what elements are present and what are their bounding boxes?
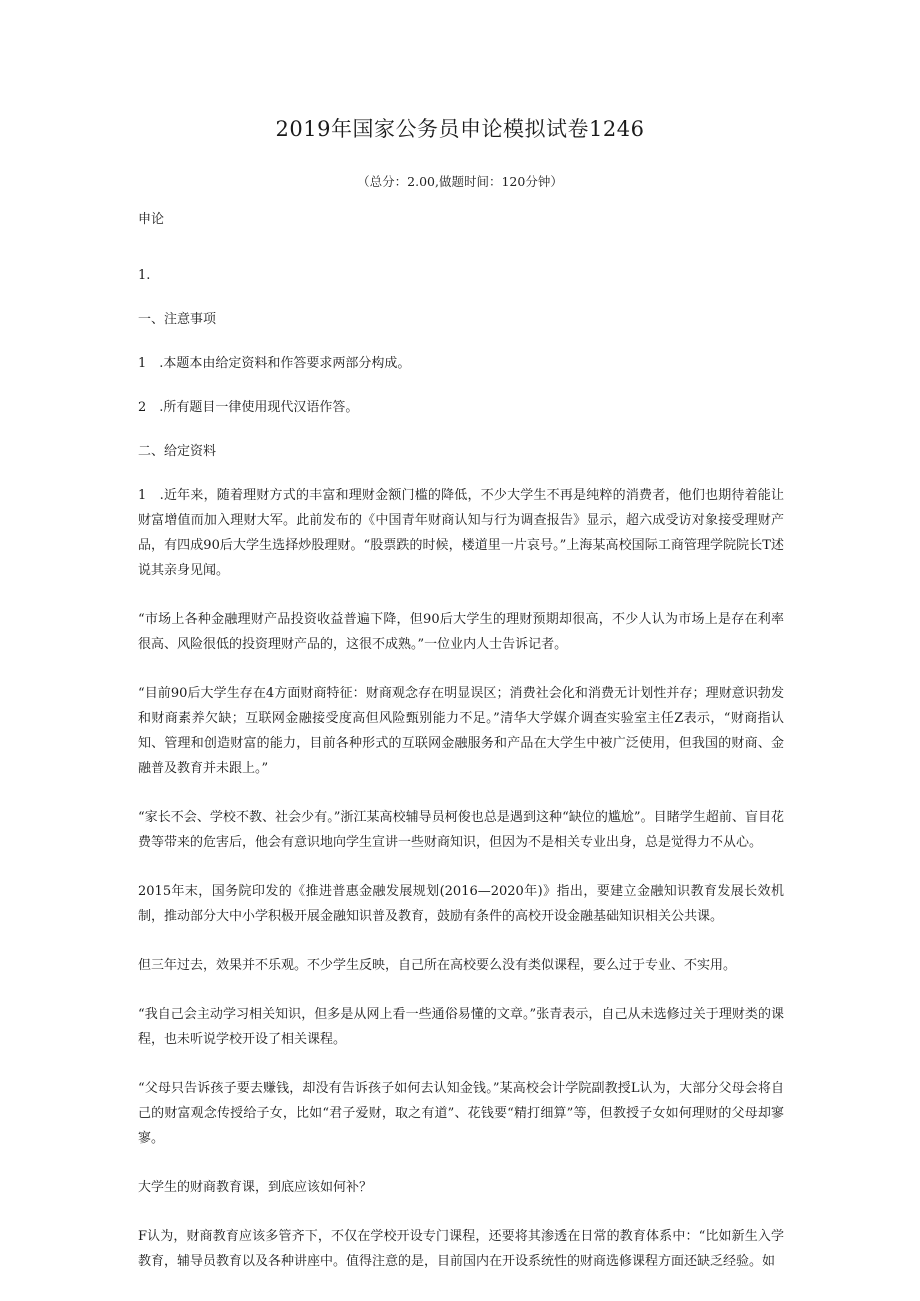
material-paragraph: F认为，财商教育应该多管齐下，不仅在学校开设专门课程，还要将其渗透在日常的教育体系中：“比如新生入学教育，辅导员教育以及各种讲座中。值得注意的是，目前国内在开设系统性的财商选修课程方面还缺乏经验。如 <box>138 1229 784 1269</box>
material-paragraph: 但三年过去，效果并不乐观。不少学生反映，自己所在高校要么没有类似课程，要么过于专业、不实用。 <box>138 958 737 973</box>
material-paragraph: “目前90后大学生存在4方面财商特征：财商观念存在明显误区；消费社会化和消费无计划性并存；理财意识勃发和财商素养欠缺；互联网金融接受度高但风险甄别能力不足。”清华大学媒介调查实验室主任Z表示，“财商指认知、管理和创造财富的能力，目前各种形式的互联网金融服务和产品在大学生中被广泛使用，但我国的财商、金融普及教育并未跟上。” <box>138 686 784 776</box>
section-label: 申论 <box>138 212 165 227</box>
exam-meta: （总分：2.00,做题时间：120分钟） <box>357 174 563 189</box>
material-paragraph: “家长不会、学校不教、社会少有。”浙江某高校辅导员柯俊也总是遇到这种“缺位的尴尬”。目睹学生超前、盲目花费等带来的危害后，他会有意识地向学生宣讲一些财商知识，但因为不是相关专业出身，总是觉得力不从心。 <box>138 810 784 850</box>
document-body <box>138 207 784 1274</box>
material-paragraph: 1 .近年来，随着理财方式的丰富和理财金额门槛的降低，不少大学生不再是纯粹的消费者，他们也期待着能让财富增值而加入理财大军。此前发布的《中国青年财商认知与行为调查报告》显示，超六成受访对象接受理财产品，有四成90后大学生选择炒股理财。“股票跌的时候，楼道里一片哀号。”上海某高校国际工商管理学院院长T述说其亲身见闻。 <box>138 488 784 578</box>
material-paragraph: “市场上各种金融理财产品投资收益普遍下降，但90后大学生的理财预期却很高，不少人认为市场上是存在利率很高、风险很低的投资理财产品的，这很不成熟。”一位业内人士告诉记者。 <box>138 612 784 652</box>
note-item: 2 .所有题目一律使用现代汉语作答。 <box>138 400 359 415</box>
material-paragraph: “我自己会主动学习相关知识，但多是从网上看一些通俗易懂的文章。”张青表示，自己从未选修过关于理财类的课程，也未听说学校开设了相关课程。 <box>138 1007 784 1047</box>
material-paragraph: 2015年末，国务院印发的《推进普惠金融发展规划(2016—2020年)》指出，要建立金融知识教育发展长效机制，推动部分大中小学积极开展金融知识普及教育，鼓励有条件的高校开设金融基础知识相关公共课。 <box>138 884 784 924</box>
heading-materials: 二、给定资料 <box>138 444 217 459</box>
heading-notes: 一、注意事项 <box>138 312 217 327</box>
material-paragraph: “父母只告诉孩子要去赚钱，却没有告诉孩子如何去认知金钱。”某高校会计学院副教授L认为，大部分父母会将自己的财富观念传授给子女，比如“君子爱财，取之有道”、花钱要“精打细算”等，但教授子女如何理财的父母却寥寥。 <box>138 1081 784 1146</box>
note-item: 1 .本题本由给定资料和作答要求两部分构成。 <box>138 356 411 371</box>
question-number: 1. <box>138 268 151 283</box>
material-paragraph: 大学生的财商教育课，到底应该如何补？ <box>138 1180 373 1195</box>
page-title: 2019年国家公务员申论模拟试卷1246 <box>275 117 645 141</box>
